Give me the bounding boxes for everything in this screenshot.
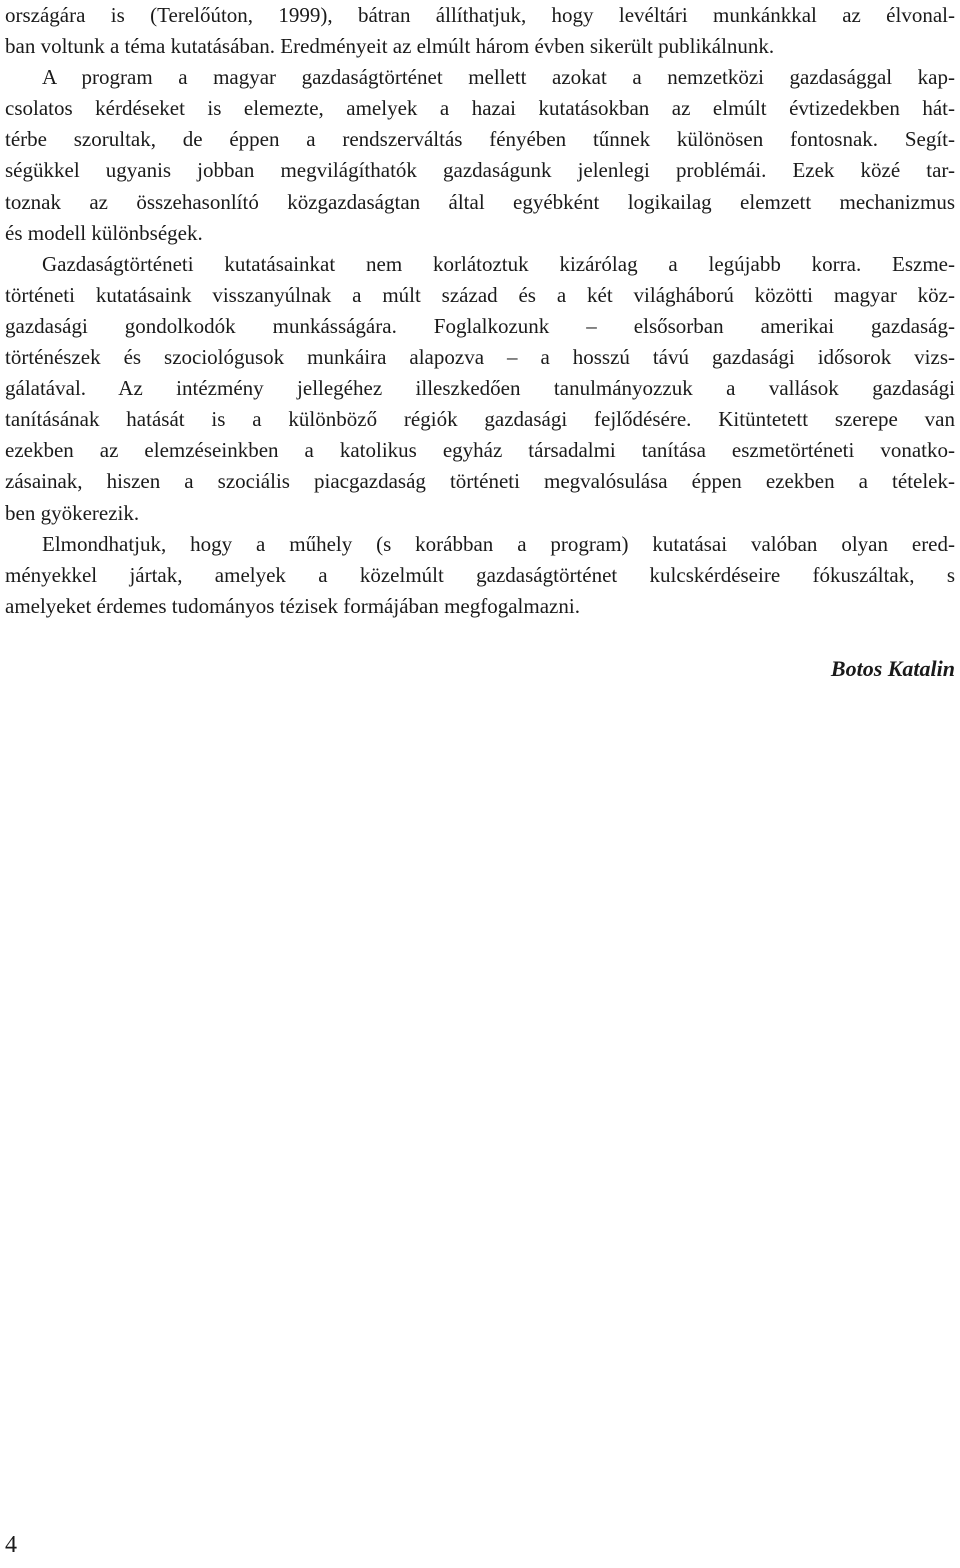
text-line: és modell különbségek. bbox=[5, 220, 203, 245]
paragraph-2 bbox=[5, 62, 955, 249]
paragraph-3 bbox=[5, 249, 955, 529]
text-line: gálatával. Az intézmény jellegéhez illeszkedően tanulmányozzuk a vallások gazdasági bbox=[5, 376, 955, 401]
text-line: A program a magyar gazdaságtörténet mellett azokat a nemzetközi gazdasággal kap- bbox=[42, 65, 955, 90]
page-number: 4 bbox=[5, 1532, 17, 1558]
text-line: Gazdaságtörténeti kutatásainkat nem korlátoztuk kizárólag a legújabb korra. Eszme- bbox=[42, 251, 955, 276]
page-body bbox=[5, 0, 955, 684]
paragraph-1 bbox=[5, 0, 955, 62]
text-line: történeti kutatásaink visszanyúlnak a múlt század és a két világháború közötti magyar köz- bbox=[5, 282, 955, 307]
text-line: ezekben az elemzéseinkben a katolikus egyház társadalmi tanítása eszmetörténeti vonatko- bbox=[5, 438, 955, 463]
author-signature: Botos Katalin bbox=[830, 655, 955, 681]
paragraph-4 bbox=[5, 529, 955, 622]
text-line: Elmondhatjuk, hogy a műhely (s korábban a program) kutatásai valóban olyan ered- bbox=[42, 531, 955, 556]
text-line: ben gyökerezik. bbox=[5, 500, 140, 525]
text-line: gazdasági gondolkodók munkásságára. Foglalkozunk – elsősorban amerikai gazdaság- bbox=[5, 313, 955, 338]
text-line: amelyeket érdemes tudományos tézisek formájában megfogalmazni. bbox=[5, 593, 580, 618]
text-line: történészek és szociológusok munkáira alapozva – a hosszú távú gazdasági idősorok vizs- bbox=[5, 345, 955, 370]
text-line: toznak az összehasonlító közgazdaságtan által egyébként logikailag elemzett mechanizmus bbox=[5, 189, 955, 214]
text-line: tanításának hatását is a különböző régiók gazdasági fejlődésére. Kitüntetett szerepe van bbox=[5, 407, 955, 432]
text-line: csolatos kérdéseket is elemezte, amelyek a hazai kutatásokban az elmúlt évtizedekben hát- bbox=[5, 96, 955, 121]
text-line: zásainak, hiszen a szociális piacgazdaság történeti megvalósulása éppen ezekben a tételek- bbox=[5, 469, 955, 494]
text-line: országára is (Terelőúton, 1999), bátran állíthatjuk, hogy levéltári munkánkkal az élvonal- bbox=[5, 3, 955, 27]
text-line: térbe szorultak, de éppen a rendszerváltás fényében tűnnek különösen fontosnak. Segít- bbox=[5, 127, 955, 152]
text-line: ban voltunk a téma kutatásában. Eredményeit az elmúlt három évben sikerült publikálnunk. bbox=[5, 34, 775, 59]
text-line: ségükkel ugyanis jobban megvilágíthatók gazdaságunk jelenlegi problémái. Ezek közé tar- bbox=[5, 158, 955, 183]
text-line: ményekkel jártak, amelyek a közelmúlt gazdaságtörténet kulcskérdéseire fókuszáltak, s bbox=[5, 562, 955, 587]
